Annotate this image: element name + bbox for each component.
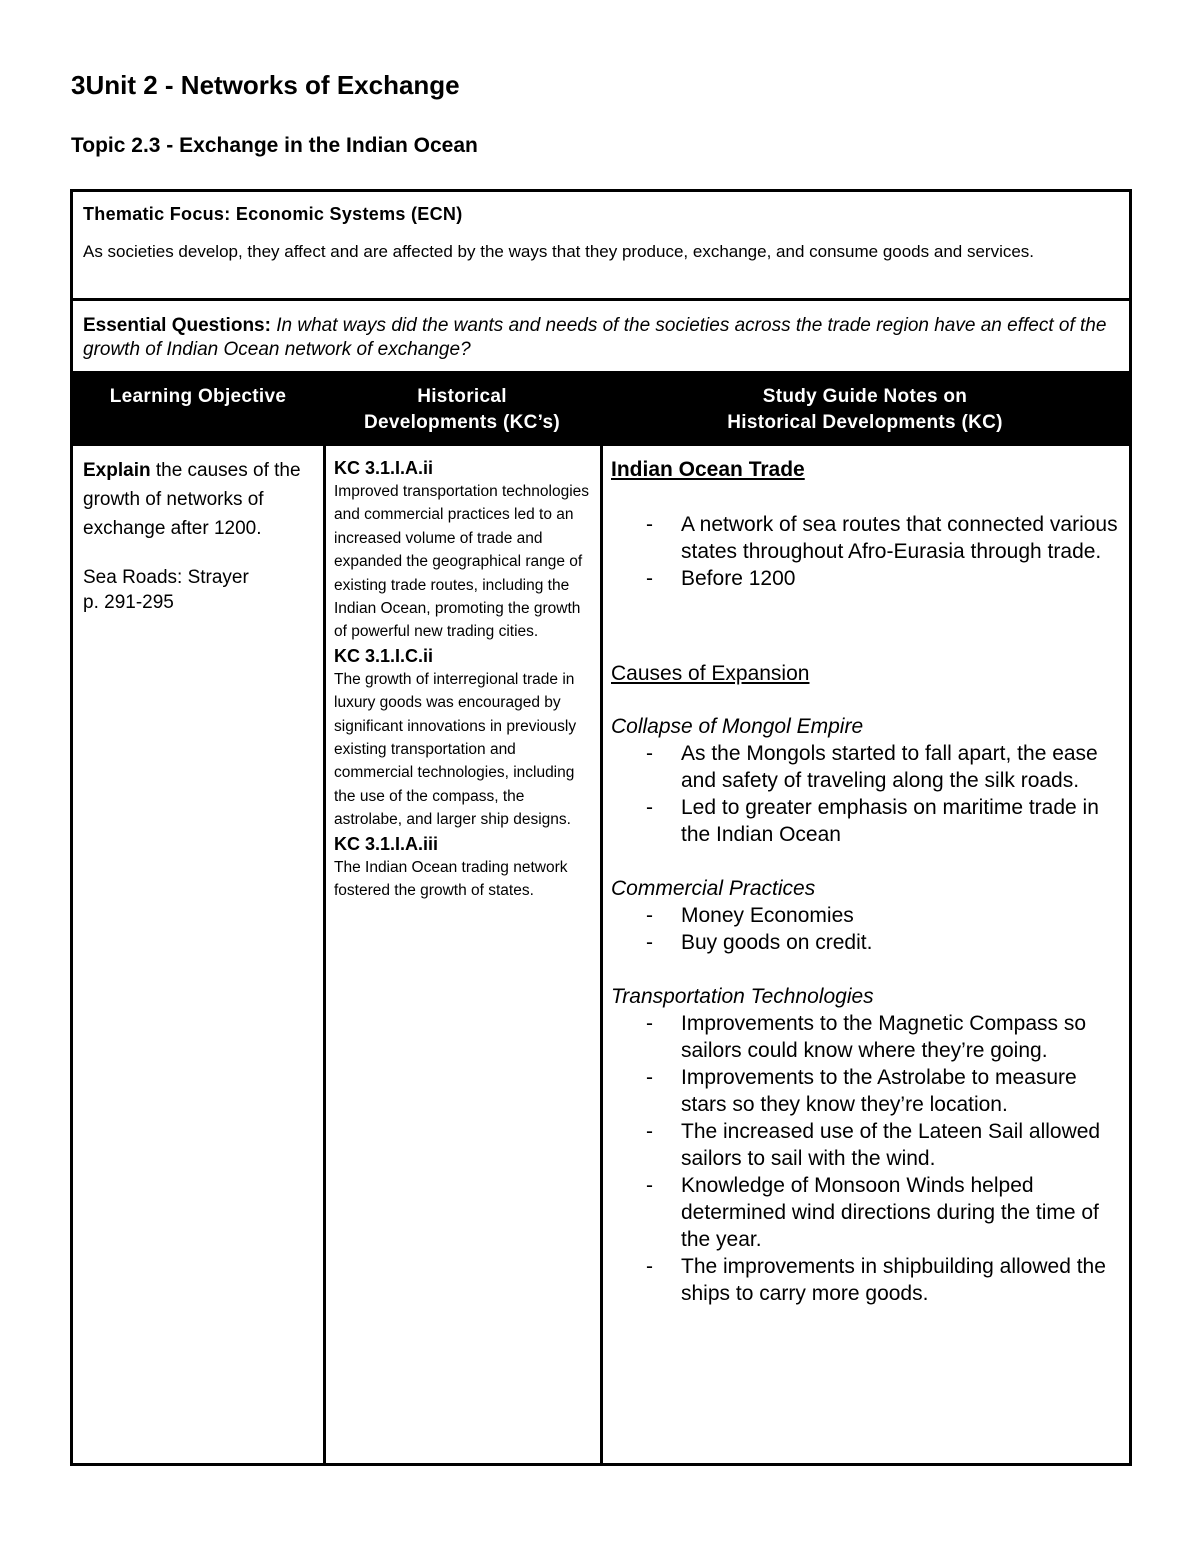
list-item-text: Buy goods on credit. xyxy=(681,931,873,954)
essential-questions-text: In what ways did the wants and needs of the societies across the trade region have an effect of the growth of Indian Ocean network of exchange? xyxy=(83,315,1107,360)
source-title: Sea Roads: Strayer xyxy=(83,567,249,588)
mongol-heading: Collapse of Mongol Empire xyxy=(611,715,864,738)
objective-text xyxy=(83,456,318,543)
dash-bullet: - xyxy=(646,1066,653,1089)
kc-code: KC 3.1.I.A.iii xyxy=(334,833,439,854)
list-item-text: Knowledge of Monsoon Winds helped determined wind directions during the time of the year. xyxy=(681,1174,1099,1251)
transport-heading: Transportation Technologies xyxy=(611,985,874,1008)
list-item xyxy=(611,929,1121,956)
list-item-text: Improvements to the Astrolabe to measure stars so they know they’re location. xyxy=(681,1066,1077,1116)
historical-developments-cell xyxy=(334,456,596,903)
header-learning-objective-label: Learning Objective xyxy=(109,386,287,407)
list-item-text: Led to greater emphasis on maritime trade in the Indian Ocean xyxy=(681,796,1099,846)
dash-bullet: - xyxy=(646,513,653,536)
header-notes-line1: Study Guide Notes on xyxy=(762,386,968,407)
dash-bullet: - xyxy=(646,931,653,954)
kc-text: The Indian Ocean trading network fostered the growth of states. xyxy=(334,858,568,900)
list-item-text: As the Mongols started to fall apart, the ease and safety of traveling along the silk roads. xyxy=(681,742,1098,792)
essential-questions-label: Essential Questions: xyxy=(83,315,271,336)
dash-bullet: - xyxy=(646,1120,653,1143)
intro-bullet-list xyxy=(611,511,1121,592)
objective-verb: Explain xyxy=(83,460,151,481)
list-item xyxy=(611,1118,1121,1172)
causes-heading: Causes of Expansion xyxy=(611,662,810,685)
header-learning-objective xyxy=(73,384,323,410)
dash-bullet: - xyxy=(646,1012,653,1035)
topic-title: Topic 2.3 - Exchange in the Indian Ocean xyxy=(71,134,478,157)
study-notes-cell xyxy=(611,456,1121,1307)
list-item-text: Improvements to the Magnetic Compass so sailors could know where they’re going. xyxy=(681,1012,1087,1062)
kc-code: KC 3.1.I.A.ii xyxy=(334,458,434,478)
header-historical-line2: Developments (KC’s) xyxy=(363,412,561,433)
transport-bullet-list xyxy=(611,1010,1121,1307)
thematic-focus-label: Thematic Focus: Economic Systems (ECN) xyxy=(83,204,463,224)
commercial-bullet-list xyxy=(611,902,1121,956)
list-item xyxy=(611,1172,1121,1253)
list-item xyxy=(611,902,1121,929)
list-item-text: A network of sea routes that connected various states throughout Afro-Eurasia through trade. xyxy=(681,513,1118,563)
unit-title: 3Unit 2 - Networks of Exchange xyxy=(71,70,460,100)
list-item xyxy=(611,1064,1121,1118)
header-study-guide-notes xyxy=(601,384,1129,436)
mongol-bullet-list xyxy=(611,740,1121,848)
table-header-row xyxy=(73,371,1129,446)
dash-bullet: - xyxy=(646,796,653,819)
dash-bullet: - xyxy=(646,904,653,927)
list-item xyxy=(611,1010,1121,1064)
kc-text: Improved transportation technologies and commercial practices led to an increased volume of trade and expanded the geographical range of existing trade routes, including the Indian Ocean, promoting the growth of powerful new trading cities. xyxy=(334,483,590,641)
list-item xyxy=(611,1253,1121,1307)
dash-bullet: - xyxy=(646,742,653,765)
thematic-focus-text: As societies develop, they affect and are affected by the ways that they produce, exchange, and consume goods and services. xyxy=(83,242,1035,261)
essential-questions-box xyxy=(73,301,1129,371)
thematic-focus-box xyxy=(73,192,1129,301)
list-item-text: The increased use of the Lateen Sail allowed sailors to sail with the wind. xyxy=(681,1120,1101,1170)
list-item-text: The improvements in shipbuilding allowed the ships to carry more goods. xyxy=(681,1255,1106,1305)
study-guide-table xyxy=(70,189,1132,1466)
source-pages: p. 291-295 xyxy=(83,592,174,613)
list-item xyxy=(611,740,1121,794)
kc-text: The growth of interregional trade in luxury goods was encouraged by significant innovations in previously existing transportation and commercial technologies, including the use of the compass, the astrolabe, and larger ship designs. xyxy=(334,670,577,829)
notes-title: Indian Ocean Trade xyxy=(611,458,805,481)
list-item xyxy=(611,565,1121,592)
kc-code: KC 3.1.I.C.ii xyxy=(334,645,434,666)
objective-description: the causes of the growth of networks of exchange after 1200. xyxy=(83,460,301,539)
column-divider xyxy=(600,446,603,1463)
dash-bullet: - xyxy=(646,1255,653,1278)
column-divider xyxy=(323,446,326,1463)
header-notes-line2: Historical Developments (KC) xyxy=(727,412,1003,433)
list-item-text: Before 1200 xyxy=(681,567,796,590)
dash-bullet: - xyxy=(646,567,653,590)
commercial-heading: Commercial Practices xyxy=(611,877,816,900)
list-item xyxy=(611,794,1121,848)
dash-bullet: - xyxy=(646,1174,653,1197)
list-item xyxy=(611,511,1121,565)
header-historical-line1: Historical xyxy=(417,386,507,407)
list-item-text: Money Economies xyxy=(681,904,854,927)
learning-objective-cell xyxy=(83,456,318,615)
header-historical-developments xyxy=(323,384,601,436)
